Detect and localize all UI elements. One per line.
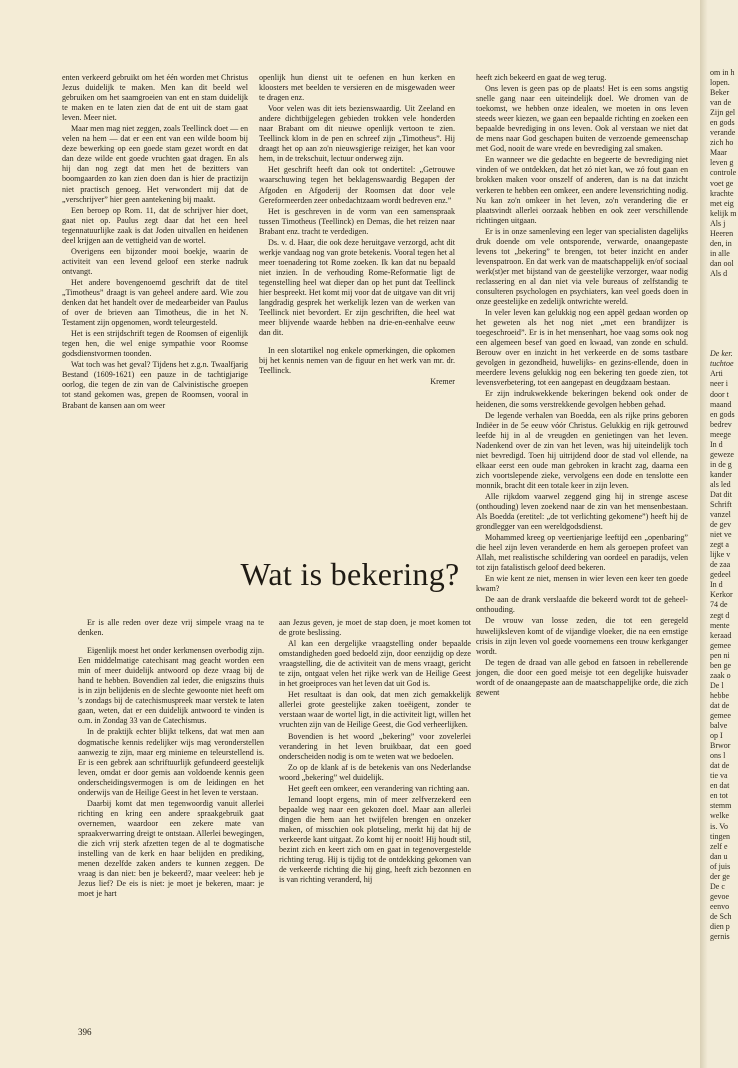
paragraph: Het is een strijdschrift tegen de Roomsen of eigenlijk tegen hen, die wel enige sympathie voor Roomse godsdienstvormen toonden.	[62, 329, 248, 359]
adjacent-page-line: zaak o	[710, 670, 731, 680]
adjacent-page-line: lijke v	[710, 550, 731, 560]
author-signature: Kremer	[430, 377, 455, 387]
paragraph: Iemand loopt ergens, min of meer zelfverzekerd een bepaalde weg naar een gekozen doel. Maar aan allerlei dingen die hem aan het twijfelen brengen en onzeker maken, of misschien ook plotseling, merkt hij dat hij de verkeerde kant uitgaat. Zo komt hij er nooit! Hij houdt stil, bezint zich en keert zich om en gaat in tegenovergestelde richting terug. Hij is tijdig tot de ontdekking gekomen van de verkeerde richting die hij ging, heeft zich bezonnen en is van richting veranderd, hij	[279, 794, 471, 885]
adjacent-page-line	[710, 329, 738, 339]
paragraph: In de praktijk echter blijkt telkens, dat wat men aan dogmatische kennis redelijker wijs mag veronderstellen aanwezig te zijn, maar erg minieme en teleurstellend is. Er is een gebrek aan schriftuurlijk gefundeerd geestelijk leven, omdat er door gemis aan voldoende kennis geen onderscheidingsvermogen is om de leidingen en het onderwijs van de Heilige Geest in het leven te verstaan.	[78, 727, 264, 797]
adjacent-page-line: en gods	[710, 409, 735, 419]
adjacent-page-line: op I	[710, 731, 723, 741]
paragraph: Bovendien is het woord „bekering” voor zovelerlei verandering in het leven bruikbaar, dat een goed onderscheiden nodig is om te weten wat we bedoelen.	[279, 731, 471, 761]
adjacent-page-line: Arti	[710, 369, 723, 379]
adjacent-page-line	[710, 319, 738, 329]
adjacent-page-line: gevoe	[710, 891, 730, 901]
adjacent-page-line: met eig	[710, 198, 734, 208]
adjacent-page-line: In d	[710, 439, 723, 449]
adjacent-page-line: Zijn gel	[710, 108, 736, 118]
upper-column-2	[259, 73, 455, 388]
adjacent-page-line: door t	[710, 389, 729, 399]
adjacent-page-line: van de	[710, 98, 732, 108]
adjacent-page-line: De l	[710, 680, 724, 690]
adjacent-page-lines	[708, 0, 738, 942]
paragraph: openlijk hun dienst uit te oefenen en hun kerken en kloosters met beelden te versieren en de misgewaden weer te dragen enz.	[259, 73, 455, 103]
adjacent-page-line: der ge	[710, 871, 730, 881]
paragraph: Al kan een dergelijke vraagstelling onder bepaalde omstandigheden goed bedoeld zijn, door eenzijdig op deze vraagstelling, die de activiteit van de mens vraagt, gericht te zijn, ontgaat velen het rijke werk van de Heilige Geest in het groeiproces van het leven dat uit God is.	[279, 639, 471, 689]
adjacent-page-line: gemee	[710, 640, 731, 650]
paragraph: Er is in onze samenleving een leger van specialisten dagelijks druk doende om vele ontsporende, verwarde, onaangepaste levens tot „bekering” te brengen, tot beter inzicht en ander levenspatroon. En dat werk van de maatschappelijk en/of sociaal werk(st)er met bijstand van de geestelijke verzorger, waar nodig reclassering en al dan niet via vele bureaus of zelfstandig te consulteren psychologen en psychiaters, kan veel goeds doen in onze geestelijke en zedelijk ontwrichte wereld.	[476, 226, 688, 307]
paragraph: Het resultaat is dan ook, dat men zich gemakkelijk allerlei grote geestelijke zaken toeëigent, zonder te verstaan waar de wortel ligt, in die activiteit ligt, willen het vruchten zijn van de Heilige Geest, die God verheerlijken.	[279, 690, 471, 730]
adjacent-page-line: Maar	[710, 148, 727, 158]
lower-column-2	[279, 618, 471, 886]
article-title: Wat is bekering?	[240, 556, 460, 592]
adjacent-page-line: zich ho	[710, 138, 734, 148]
adjacent-page-line: de Sch	[710, 911, 732, 921]
adjacent-page-line	[710, 309, 738, 319]
adjacent-page-line: gedeel	[710, 570, 731, 580]
paragraph: Voor velen was dit iets bezienswaardig. Uit Zeeland en andere dichtbijgelegen gebieden trokken vele honderden naar Brabant om dit nieuwe openlijk vertoon te zien. Teellinck klom in de pen en schreef zijn „Timotheus”. Hij draagt het op aan zo'n nieuwsgierige reiziger, het kan voor hem, in de trekschuit, lectuur onderweg zijn.	[259, 104, 455, 164]
adjacent-page-line: gemee	[710, 711, 731, 720]
paragraph: Alle rijkdom vaarwel zeggend ging hij in strenge ascese (onthouding) leven zoekend naar de zin van het mensenbestaan. Als Boedda (eretitel: „de tot verlichting gekomene”) heeft hij de grondlegger van een wereldgodsdienst.	[476, 491, 688, 532]
adjacent-page-line: dien p	[710, 921, 730, 931]
adjacent-page-line: Kerkor	[710, 590, 733, 600]
adjacent-page-line: en dat	[710, 781, 730, 791]
adjacent-page-line: zegt d	[710, 610, 730, 620]
adjacent-page-line: tie va	[710, 771, 728, 781]
adjacent-page-line: tingen	[710, 831, 730, 841]
paragraph: Zo op de klank af is de betekenis van ons Nederlandse woord „bekering” wel duidelijk.	[279, 762, 471, 782]
paragraph: De tegen de draad van alle gebod en fatsoen in rebellerende jongen, die door een goed meisje tot een degelijke huisvader wordt of de onaangepaste aan de maatschappelijke orde, die zich gewent	[476, 657, 688, 697]
adjacent-page-line: voet ge	[710, 178, 734, 188]
paragraph: aan Jezus geven, je moet de stap doen, je moet komen tot de grote beslissing.	[279, 618, 471, 638]
adjacent-page-line: meege	[710, 429, 731, 439]
right-column	[476, 73, 688, 699]
adjacent-page-line: kander	[710, 469, 732, 479]
adjacent-page-line: Beker	[710, 88, 730, 98]
adjacent-page-line: hebbe	[710, 690, 730, 700]
adjacent-page-line: geweze	[710, 449, 734, 459]
adjacent-page-line: welke	[710, 811, 730, 821]
adjacent-page-line: Heeren	[710, 228, 734, 238]
adjacent-page-line: eenvo	[710, 901, 730, 911]
adjacent-page-line: vanzel	[710, 510, 731, 520]
adjacent-page-line: als led	[710, 479, 731, 489]
adjacent-page-line: is. Vo	[710, 821, 728, 831]
adjacent-page-line: en tot	[710, 791, 728, 801]
upper-column-1	[62, 73, 248, 412]
adjacent-page-line: dan u	[710, 851, 728, 861]
adjacent-page-line: lopen.	[710, 78, 730, 88]
paragraph: Daarbij komt dat men tegenwoordig vanuit allerlei richting en kring een andere spraakgebruik gaat overnemen, waardoor een zekere mate van spraakverwarring dreigt te ontstaan. Allerlei bewegingen, die zich vrij sterk afzetten tegen de al te dogmatische instelling van de kerk en haar belijden en prediking, menen dezelfde zaken anders te kunnen zeggen. De vraag is dan niet: ben je bekeerd?, maar veeleer: heb je Jezus lief? De eis is niet: je moet je bekeren, maar: je moet je hart	[78, 798, 264, 899]
adjacent-page-fragment	[708, 0, 738, 1068]
adjacent-page-line: Brwor	[710, 741, 731, 751]
adjacent-page-line: verande	[710, 128, 736, 138]
adjacent-page-line: niet ve	[710, 530, 732, 540]
adjacent-page-line: en gods	[710, 118, 735, 128]
paragraph: En wie kent ze niet, mensen in wier leven een keer ten goede kwam?	[476, 574, 688, 594]
lower-column-1	[78, 618, 264, 900]
adjacent-page-line: om in h	[710, 68, 735, 77]
paragraph: Overigens een bijzonder mooi boekje, waarin de activiteit van een levend geloof een sterke nadruk ontvangt.	[62, 246, 248, 276]
adjacent-page-line: den, in	[710, 238, 732, 248]
page-number: 396	[78, 1027, 92, 1037]
paragraph: Maar men mag niet zeggen, zoals Teellinck doet — en velen na hem — dat er een ent van een wilde boom bij deze bewerking op een goede stam gezet wordt en dat dan deze wilde ent goede vruchten gaat dragen. En als hij dan nog zegt dat men het de bezitters van boomgaarden zo kan zien doen dan is hier de practizijn niet practisch genoeg. Het verwondert mij dat de „verschrijver” hier geen aantekening bij maakt.	[62, 124, 248, 204]
adjacent-page-line	[710, 289, 738, 299]
adjacent-page-line: gernis	[710, 932, 730, 942]
adjacent-page-line: de zaa	[710, 560, 731, 570]
adjacent-page-line: dat de	[710, 700, 730, 710]
adjacent-page-line: of juis	[710, 861, 731, 871]
adjacent-page-line: controle	[710, 168, 737, 178]
adjacent-page-line: in de g	[710, 459, 732, 469]
paragraph: En wanneer we die gedachte en begeerte de bevrediging niet vinden of we ontdekken, dat het zó niet kan, we zó fout gaan en brokken maken voor onszelf of anderen, dan is na dat inzicht verkeren te hebben een omkeer, een andere levensrichting nodig. Nu kan zo'n omkeer in het leven, zo'n verandering die er plaatsvindt allerlei oorzaak hebben en ook zeer verschillende richtingen uitgaan.	[476, 155, 688, 225]
adjacent-page-line: keraad	[710, 630, 732, 640]
paragraph: Het andere bovengenoemd geschrift dat de titel „Timotheus” draagt is van geheel andere aard. Wie zou denken dat het handelt over de medearbeider van Paulus of over de brieven aan Timotheus, die in het N. Testament zijn opgenomen, wordt teleurgesteld.	[62, 277, 248, 328]
adjacent-page-line: stemm	[710, 801, 732, 811]
paragraph: Het geeft een omkeer, een verandering van richting aan.	[288, 783, 470, 793]
paragraph: heeft zich bekeerd en gaat de weg terug.	[476, 73, 607, 82]
adjacent-page-line: neer i	[710, 379, 728, 389]
adjacent-page-line: 74 de	[710, 600, 728, 610]
paragraph: Wat toch was het geval? Tijdens het z.g.n. Twaalfjarig Bestand (1609-1621) een pauze in de tachtigjarige oorlog, die tegen de zin van de Calvinistische groepen tot stand gekomen was, grepen de Roomsen, vooral in Brabant de kansen aan om weer	[62, 360, 248, 410]
adjacent-page-line: in alle	[710, 248, 730, 258]
adjacent-page-line: krachte	[710, 188, 734, 198]
adjacent-page-line: kelijk m	[710, 208, 737, 218]
adjacent-page-line	[710, 299, 738, 309]
adjacent-page-line: pen ni	[710, 650, 730, 660]
adjacent-page-line: De c	[710, 881, 725, 891]
adjacent-page-line	[710, 339, 738, 349]
paragraph: Het is geschreven in de vorm van een samenspraak tussen Timotheus (Teellinck) en Demas, die het reizen naar Brabant enz. tracht te verdedigen.	[259, 206, 455, 236]
paragraph: In een slotartikel nog enkele opmerkingen, die opkomen bij het kennis nemen van de figuur en het werk van mr. dr. Teellinck.	[259, 346, 455, 376]
adjacent-page-line: ben ge	[710, 660, 732, 670]
paragraph: Er zijn indrukwekkende bekeringen bekend ook onder de heidenen, die soms verstrekkende gevolgen hebben gehad.	[476, 389, 688, 409]
adjacent-page-line: leven g	[710, 158, 734, 168]
paragraph: Eigenlijk moest het onder kerkmensen overbodig zijn. Een middelmatige catechisant mag geacht worden een min of meer duidelijk antwoord op deze vraag bij de hand te hebben. Bovendien zal ieder, die enigszins thuis is in zijn belijdenis en de slechte gewoonte niet heeft om 's zondags bij de catechismuspreek maar verstek te laten gaan, weten, dat er een duidelijk antwoord te vinden is o.m. in Zondag 33 van de Catechismus.	[78, 646, 264, 726]
paragraph: Een beroep op Rom. 11, dat de schrijver hier doet, gaat niet op. Paulus zegt daar dat het een heel tegennatuurlijke zaak is dat Joden uitvallen en heidenen deel krijgen aan de vettigheid van de wortel.	[62, 205, 248, 245]
adjacent-page-line: De ker.	[710, 349, 733, 359]
paragraph: In veler leven kan gelukkig nog een appèl gedaan worden op het geweten als het nog niet „met een brandijzer is toegeschroeid”. Er is in het mensenhart, hoe vaag soms ook nog een algemeen besef van goed en kwaad, van zonde en schuld. Berouw over en inzicht in het verkeerde en de soms tastbare gevolgen in gezondheid, huwelijks- en gezins-ellende, doen in meerdere levens gelukkig nog een bekering ten goede zien, tot levensverbetering, tot een aangepast en deugdzaam bestaan.	[476, 308, 688, 388]
paragraph: Het geschrift heeft dan ook tot ondertitel: „Getrouwe waarschuwing tegen het beklagenswaardig Begapen der Afgoden en Afgoderij der Roomsen dat door vele Gereformeerden zeer onbedachtzaam wordt bedreven enz.”	[259, 165, 455, 205]
paragraph: De aan de drank verslaafde die bekeerd wordt tot de geheel-onthouding.	[476, 595, 688, 615]
paragraph: De vrouw van losse zeden, die tot een geregeld huwelijksleven komt of de vijandige vloeker, die na een ernstige crisis in zijn leven vol goede voornemens een trouw kerkganger wordt.	[476, 616, 688, 656]
adjacent-page-line: tuchtoe	[710, 359, 734, 369]
adjacent-page-line: dat de	[710, 761, 730, 771]
adjacent-page-line: bedrev	[710, 419, 732, 429]
adjacent-page-line: zegt a	[710, 540, 729, 550]
adjacent-page-line: mente	[710, 620, 730, 630]
adjacent-page-line: maand	[710, 399, 732, 409]
paragraph: Mohammed kreeg op veertienjarige leeftijd een „openbaring” die heel zijn leven veranderde en hem als geroepen profeet van Allah, met realistische schildering van oordeel en paradijs, velen tot zijn fatalistisch geloof deed bekeren.	[476, 533, 688, 573]
book-gutter	[700, 0, 708, 1068]
paragraph: De legende verhalen van Boedda, een als rijke prins geboren Indiëer in de 5e eeuw vóór Christus. Gelukkig en rijk getrouwd leefde hij in al de vreugden en genietingen van het leven. Nadenkend over de zin van het leven, was hij uiteindelijk toch niet bevredigd. Toen hij uitrijdend door de stad vol ellende, na elkaar eerst een oude man gebroken in kracht zag, daarna een zich voortslepende zieke, vervolgens een dode en tenslotte een monnik, bracht dit een totale keer in zijn leven.	[476, 410, 688, 490]
paragraph: enten verkeerd gebruikt om het één worden met Christus Jezus duidelijk te maken. Men kan dit beeld wel gebruiken om het saamgroeien van ent en stam duidelijk te maken en te laten zien dat de ent uit de stam gaat leven. Meer niet.	[62, 73, 248, 123]
paragraph: Ds. v. d. Haar, die ook deze heruitgave verzorgd, acht dit werkje vandaag nog van grote betekenis. Vooral tegen het al meer toenadering tot Rome zoeken. Ik kan dat nu bepaald niet inzien. In de verhouding Rome-Reformatie ligt de tegenstelling heel wat dieper dan op het punt dat Teellinck hier bespreekt. Het komt mij voor dat de uitgave van dit vrij langdradig gesprek het werkelijk lezen van de werken van Teellinck niet bevordert. Er zijn geschriften, die heel wat meer blijvende waarde hebben na drie-en-eenhalve eeuw dan dit.	[259, 237, 455, 338]
adjacent-page-line: balve	[710, 721, 728, 731]
adjacent-page-line: Als j	[710, 218, 726, 228]
adjacent-page-line	[710, 279, 738, 289]
adjacent-page-line: zelf e	[710, 841, 728, 851]
adjacent-page-line: Als d	[710, 268, 728, 278]
adjacent-page-line: Dat dit	[710, 489, 732, 499]
adjacent-page-line: In d	[710, 580, 723, 590]
paragraph: Ons leven is geen pas op de plaats! Het is een soms angstig snelle gang naar een uiteindelijk doel. We dromen van de toekomst, we hebben onze idealen, we moeten in ons leven steeds weer kiezen, we gaan een bepaalde richting en zoeken een bepaalde bevrediging in ons leven. Ook al verstaan we niet dat de mens naar God geschapen buiten de verzoende gemeenschap met God, nooit de ware vrede en bevrediging zal smaken.	[476, 84, 688, 154]
adjacent-page-line: ons l	[710, 751, 726, 761]
adjacent-page-line: Schrift	[710, 500, 732, 510]
adjacent-page-line: de gev	[710, 520, 732, 530]
adjacent-page-line: dan ool	[710, 258, 734, 268]
paragraph: Er is alle reden over deze vrij simpele vraag na te denken.	[78, 618, 264, 638]
